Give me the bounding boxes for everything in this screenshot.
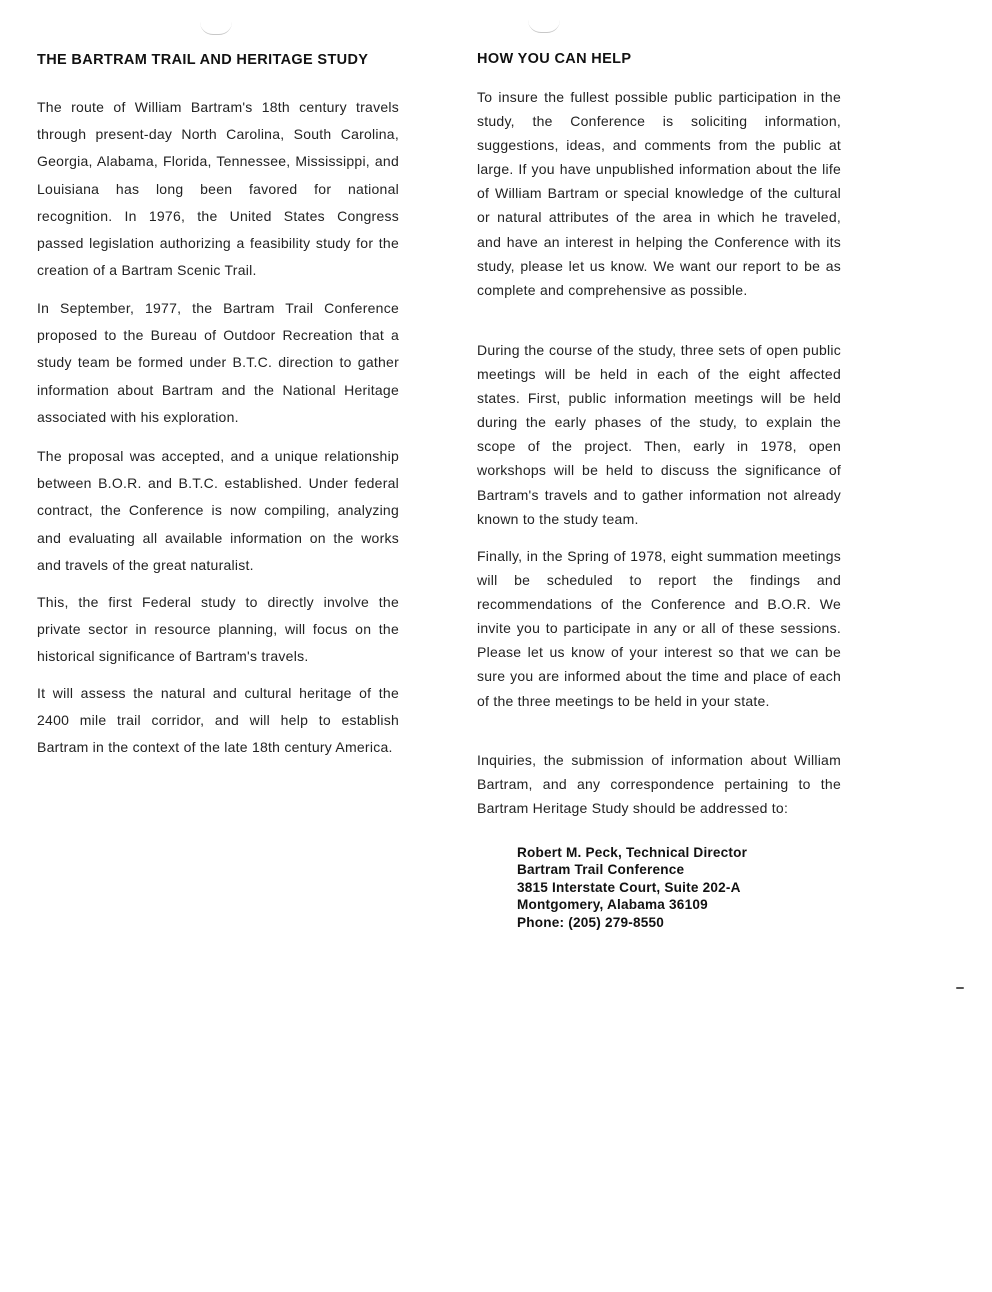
scan-speck bbox=[956, 987, 964, 989]
punch-hole-mark-left bbox=[200, 22, 232, 35]
paragraph-assess-heritage: It will assess the natural and cultural heritage of the 2400 mile trail corridor, and will help to establish Bartram in the context of the late 18th century America. bbox=[37, 685, 399, 756]
paragraph-relationship: The proposal was accepted, and a unique relationship between B.O.R. and B.T.C. established. Under federal contract, the Conference is now compiling, analyzing and evaluating all available information on the works and travels of the great naturalist. bbox=[37, 448, 399, 573]
contact-organization: Bartram Trail Conference bbox=[517, 862, 685, 878]
left-column-heading: THE BARTRAM TRAIL AND HERITAGE STUDY bbox=[37, 52, 369, 68]
contact-phone: Phone: (205) 279-8550 bbox=[517, 914, 665, 930]
right-column-heading: HOW YOU CAN HELP bbox=[477, 51, 632, 67]
paragraph-inquiries: Inquiries, the submission of information about William Bartram, and any correspondence pertaining to the Bartram Heritage Study should be addressed to: bbox=[477, 752, 841, 817]
paragraph-route: The route of William Bartram's 18th century travels through present-day North Carolina, South Carolina, Georgia, Alabama, Florida, Tennessee, Mississippi, and Louisiana has long been favored for national recognition. In 1976, the United States Congress passed legislation authorizing a feasibility study for the creation of a Bartram Scenic Trail. bbox=[37, 99, 399, 279]
paragraph-meetings: During the course of the study, three sets of open public meetings will be held in each of the eight affected states. First, public information meetings will be held during the early phases of the study, to explain the scope of the project. Then, early in 1978, open workshops will be held to discuss the significance of Bartram's travels and to gather information not already known to the study team. bbox=[477, 342, 841, 527]
contact-street: 3815 Interstate Court, Suite 202-A bbox=[517, 879, 741, 895]
paragraph-proposal-1977: In September, 1977, the Bartram Trail Conference proposed to the Bureau of Outdoor Recreation that a study team be formed under B.T.C. direction to gather information about Bartram and the National Heritage associated with his exploration. bbox=[37, 300, 399, 425]
contact-city-state: Montgomery, Alabama 36109 bbox=[517, 897, 708, 913]
contact-name: Robert M. Peck, Technical Director bbox=[517, 845, 748, 860]
paragraph-first-federal-study: This, the first Federal study to directly involve the private sector in resource planning, will focus on the historical significance of Bartram's travels. bbox=[37, 594, 399, 665]
paragraph-summation-meetings: Finally, in the Spring of 1978, eight summation meetings will be scheduled to report the findings and recommendations of the Conference and B.O.R. We invite you to participate in any or all of these sessions. Please let us know of your interest so that we can be sure you are informed about the time and place of each of the three meetings to be held in your state. bbox=[477, 548, 841, 709]
punch-hole-mark-right bbox=[528, 20, 560, 33]
paragraph-participation: To insure the fullest possible public participation in the study, the Conference is soliciting information, suggestions, ideas, and comments from the public at large. If you have unpublished information about the life of William Bartram or special knowledge of the cultural or natural attributes of the area in which he traveled, and have an interest in helping the Conference with its study, please let us know. We want our report to be as complete and comprehensive as possible. bbox=[477, 89, 841, 298]
contact-address-block bbox=[517, 844, 747, 931]
